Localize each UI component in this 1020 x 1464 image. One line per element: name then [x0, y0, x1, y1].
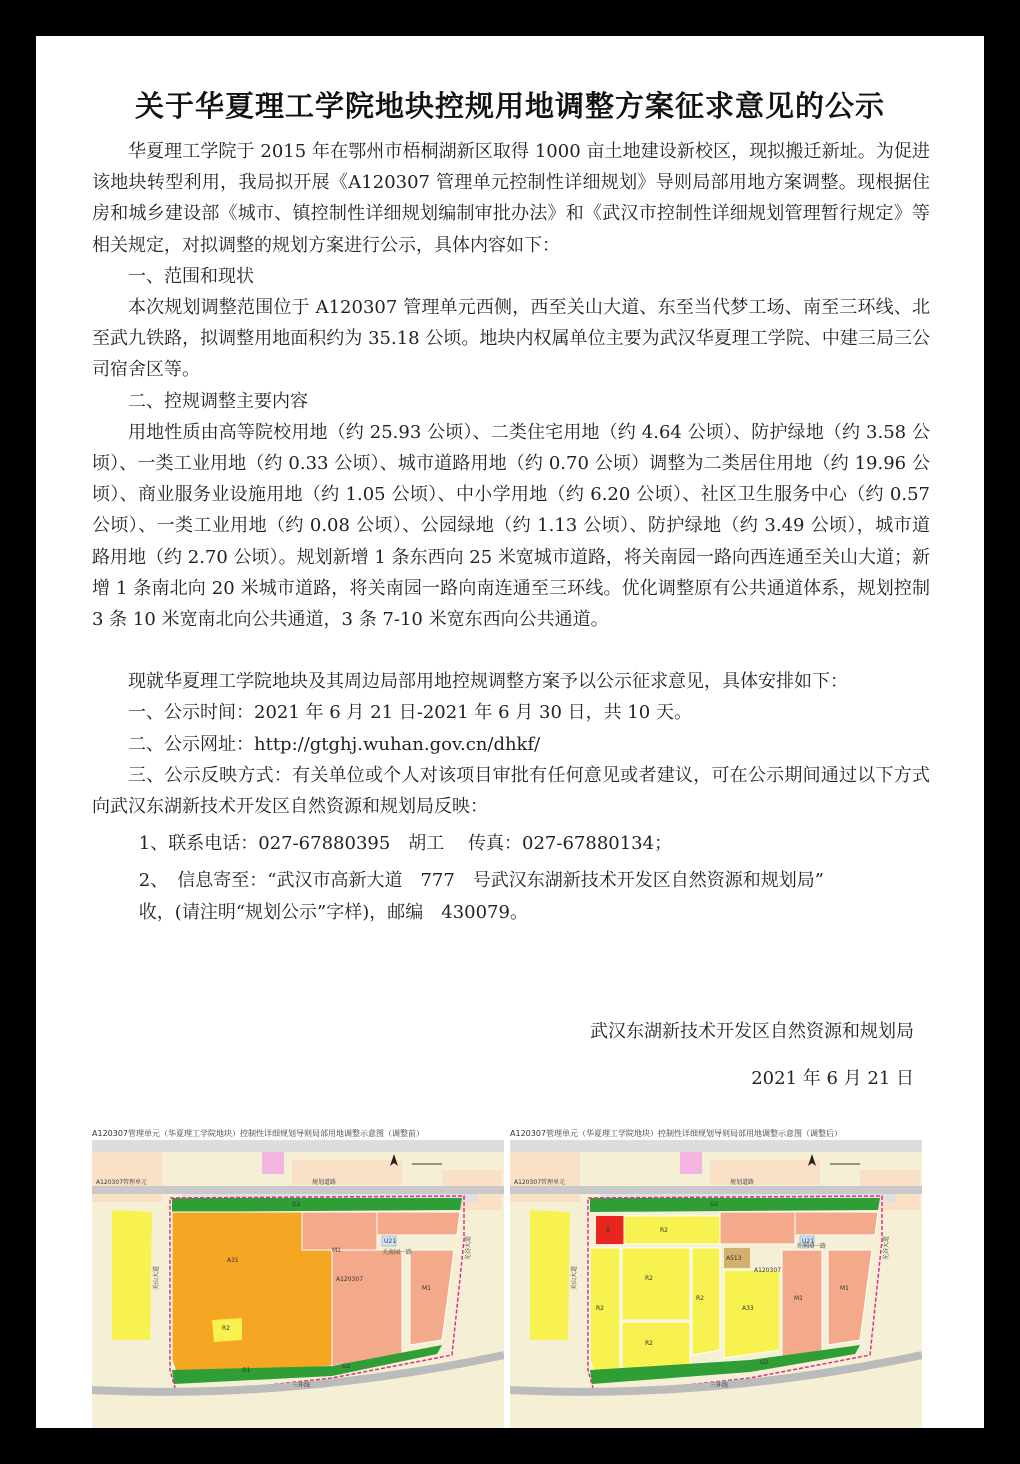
map-before-label-m1-a: M1: [332, 1247, 341, 1254]
publicity-time: 一、公示时间：2021 年 6 月 21 日-2021 年 6 月 30 日，共 10 天。: [128, 702, 692, 724]
section2-heading: 二、控规调整主要内容: [128, 390, 308, 412]
map-after-label-r2-e: R2: [696, 1295, 704, 1302]
map-after-drawing: [510, 1140, 922, 1428]
map-after-label-a513: A513: [726, 1255, 742, 1262]
map-after-caption: A120307管理单元（华夏理工学院地块）控制性详细规划导则局部用地调整示意图（调整后）: [510, 1129, 843, 1138]
map-before-road-guannan: 关南园一路: [382, 1249, 413, 1256]
map-after-unit-label: A120307管理单元: [514, 1179, 566, 1186]
map-before-label-m1-b: M1: [422, 1285, 431, 1292]
map-after-road-planned: 规划道路: [730, 1179, 755, 1186]
map-after-road-guanshan: 关山大道: [571, 1265, 578, 1290]
map-before-caption: A120307管理单元（华夏理工学院地块）控制性详细规划导则局部用地调整示意图（调整前）: [92, 1129, 425, 1138]
map-after-road-ring3: 三环线: [710, 1382, 729, 1389]
map-before-road-planned: 规划道路: [312, 1179, 337, 1186]
signature: 武汉东湖新技术开发区自然资源和规划局: [590, 1021, 914, 1042]
mail-address: 2、 信息寄至：“武汉市高新大道 777 号武汉东湖新技术开发区自然资源和规划局”: [138, 870, 825, 892]
map-before-unit-label: A120307管理单元: [96, 1179, 148, 1186]
map-after-road-guannan: 关南园一路: [796, 1243, 827, 1250]
map-after-label-g2-a: G2: [760, 1359, 769, 1366]
map-before-label-r2: R2: [222, 1325, 230, 1332]
map-after-label-m1-b: M1: [840, 1285, 849, 1292]
map-after-label-a33: A33: [742, 1305, 754, 1312]
section2-paragraph: 用地性质由高等院校用地（约 25.93 公顷）、二类住宅用地（约 4.64 公顷）、防护绿地（约 3.58 公顷）、一类工业用地（约 0.33 公顷）、城市道路用地（约 0.70 公顷）调整为二类居住用地（约 19.96 公顷）、商业服务业设施用地（约 1.05 公顷）、中小学用地（约 6.20 公顷）、社区卫生服务中心（约 0.57 公顷）、一类工业用地（约 0.08 公顷）、公园绿地（约 1.13 公顷）、防护绿地（约 3.49 公顷），城市道路用地（约 2.70 公顷）。规划新增 1 条东西向 25 米宽城市道路，将关南园一路向西连通至关山大道；新增 1 条南北向 20 米城市道路，将关南园一路向南连通至三环线。优化调整原有公共通道体系，规划控制 3 条 10 米宽南北向公共通道，3 条 7-10 米宽东西向公共通道。: [92, 421, 930, 631]
intro-paragraph: 华夏理工学院于 2015 年在鄂州市梧桐湖新区取得 1000 亩土地建设新校区，现拟搬迁新址。为促进该地块转型利用，我局拟开展《A120307 管理单元控制性详细规划》导则局部用地方案调整。现根据住房和城乡建设部《城市、镇控制性详细规划编制审批办法》和《武汉市控制性详细规划管理暂行规定》等相关规定，对拟调整的规划方案进行公示，具体内容如下：: [92, 141, 930, 256]
publicity-website[interactable]: 二、公示网址：http://gtghj.wuhan.gov.cn/dhkf/: [128, 733, 541, 755]
document-body: [92, 136, 930, 928]
map-after-unit-code: A120307: [754, 1267, 782, 1274]
signature-date: 2021 年 6 月 21 日: [751, 1068, 914, 1089]
section1-heading: 一、范围和现状: [128, 265, 254, 287]
map-after-label-r2-c: R2: [645, 1275, 653, 1282]
map-before-unit-code: A120307: [336, 1276, 364, 1283]
map-before-label-a31: A31: [227, 1257, 239, 1264]
document-page: [36, 36, 984, 1428]
map-before-road-guanggu: 光谷大道: [465, 1235, 472, 1260]
map-after-label-m1-a: M1: [794, 1295, 803, 1302]
map-before-label-g2-b: G2: [292, 1201, 301, 1208]
map-before-road-ring3: 三环线: [292, 1382, 311, 1389]
map-before-road-guanshan: 关山大道: [153, 1265, 160, 1290]
page-title: 关于华夏理工学院地块控规用地调整方案征求意见的公示: [134, 89, 885, 123]
map-after-road-guanggu: 光谷大道: [883, 1235, 890, 1260]
map-after-label-u21: U21: [802, 1238, 815, 1245]
map-after: [510, 1140, 922, 1428]
map-after-label-r2-b: R2: [596, 1305, 604, 1312]
mail-address-note: 收，(请注明“规划公示”字样)，邮编 430079。: [138, 901, 528, 923]
notice-paragraph: 现就华夏理工学院地块及其周边局部用地控规调整方案予以公示征求意见，具体安排如下：: [128, 671, 848, 693]
map-before: [92, 1140, 504, 1428]
map-before-label-g2-a: G2: [342, 1363, 351, 1370]
map-before-label-u21: U21: [384, 1238, 397, 1245]
map-after-label-r2-a: R2: [660, 1227, 668, 1234]
map-before-label-g1: G1: [242, 1367, 251, 1374]
map-after-label-g2-b: G2: [710, 1201, 719, 1208]
feedback-method: 三、公示反映方式：有关单位或个人对该项目审批有任何意见或者建议，可在公示期间通过以下方式向武汉东湖新技术开发区自然资源和规划局反映：: [92, 764, 930, 818]
map-after-label-r2-d: R2: [645, 1340, 653, 1347]
map-after-label-b: B: [606, 1227, 611, 1234]
map-before-drawing: [92, 1140, 504, 1428]
contact-phone: 1、联系电话：027-67880395 胡工 传真：027-67880134；: [138, 833, 673, 855]
section1-paragraph: 本次规划调整范围位于 A120307 管理单元西侧，西至关山大道、东至当代梦工场、南至三环线、北至武九铁路，拟调整用地面积约为 35.18 公顷。地块内权属单位主要为武汉华夏理工学院、中建三局三公司宿舍区等。: [92, 297, 930, 381]
